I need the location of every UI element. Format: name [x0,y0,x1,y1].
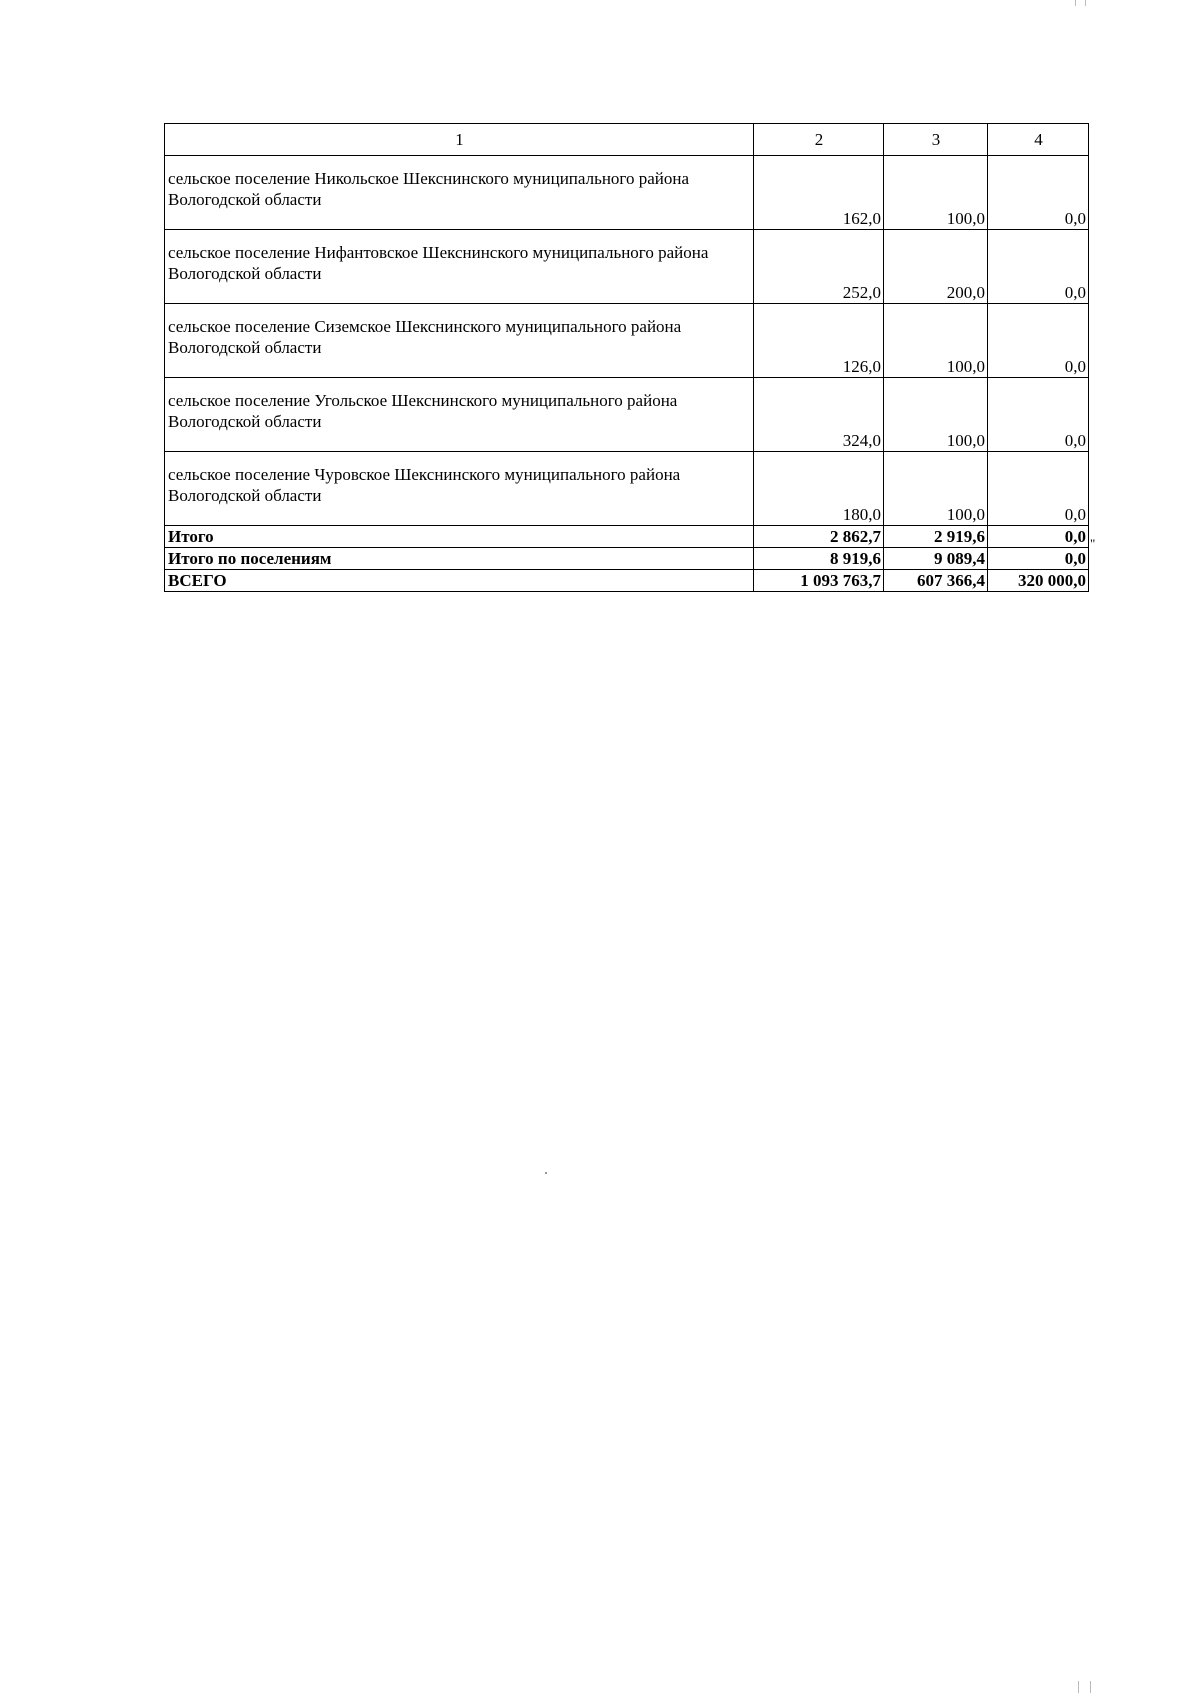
value-col-2: 162,0 [754,156,884,230]
settlement-name: сельское поселение Нифантовское Шекснинского муниципального района Вологодской области [165,230,754,304]
header-cell-1: 1 [165,124,754,156]
total-label: Итого по поселениям [165,548,754,570]
table-row [165,452,1089,526]
value-col-4: 0,0 [988,304,1089,378]
table-row [165,156,1089,230]
value-col-2: 126,0 [754,304,884,378]
closing-quote-mark: " [1090,536,1096,551]
scan-speck [545,1172,547,1174]
settlements-total-row [165,548,1089,570]
budget-table [164,123,1089,592]
total-value-col-4: 0,0 [988,526,1089,548]
value-col-4: 0,0 [988,156,1089,230]
value-col-3: 100,0 [884,156,988,230]
table-row [165,378,1089,452]
scan-speck [1078,1681,1079,1693]
total-value-col-2: 1 093 763,7 [754,570,884,592]
value-col-3: 100,0 [884,452,988,526]
header-cell-3: 3 [884,124,988,156]
total-label: Итого [165,526,754,548]
value-col-2: 180,0 [754,452,884,526]
table-header-row [165,124,1089,156]
header-cell-2: 2 [754,124,884,156]
total-value-col-3: 2 919,6 [884,526,988,548]
total-value-col-4: 320 000,0 [988,570,1089,592]
value-col-3: 200,0 [884,230,988,304]
scan-speck [1090,1681,1091,1693]
value-col-4: 0,0 [988,378,1089,452]
settlement-name: сельское поселение Чуровское Шекснинского муниципального района Вологодской области [165,452,754,526]
value-col-4: 0,0 [988,452,1089,526]
total-label: ВСЕГО [165,570,754,592]
settlement-name: сельское поселение Угольское Шекснинского муниципального района Вологодской области [165,378,754,452]
total-value-col-4: 0,0 [988,548,1089,570]
value-col-3: 100,0 [884,378,988,452]
total-value-col-2: 8 919,6 [754,548,884,570]
table-row [165,304,1089,378]
grand-total-row [165,570,1089,592]
total-value-col-2: 2 862,7 [754,526,884,548]
scan-speck [1085,0,1086,6]
settlement-name: сельское поселение Сиземское Шекснинского муниципального района Вологодской области [165,304,754,378]
value-col-2: 252,0 [754,230,884,304]
value-col-3: 100,0 [884,304,988,378]
header-cell-4: 4 [988,124,1089,156]
settlement-name: сельское поселение Никольское Шекснинского муниципального района Вологодской области [165,156,754,230]
value-col-4: 0,0 [988,230,1089,304]
total-row [165,526,1089,548]
total-value-col-3: 607 366,4 [884,570,988,592]
table-row [165,230,1089,304]
value-col-2: 324,0 [754,378,884,452]
scan-speck [1075,0,1076,6]
total-value-col-3: 9 089,4 [884,548,988,570]
